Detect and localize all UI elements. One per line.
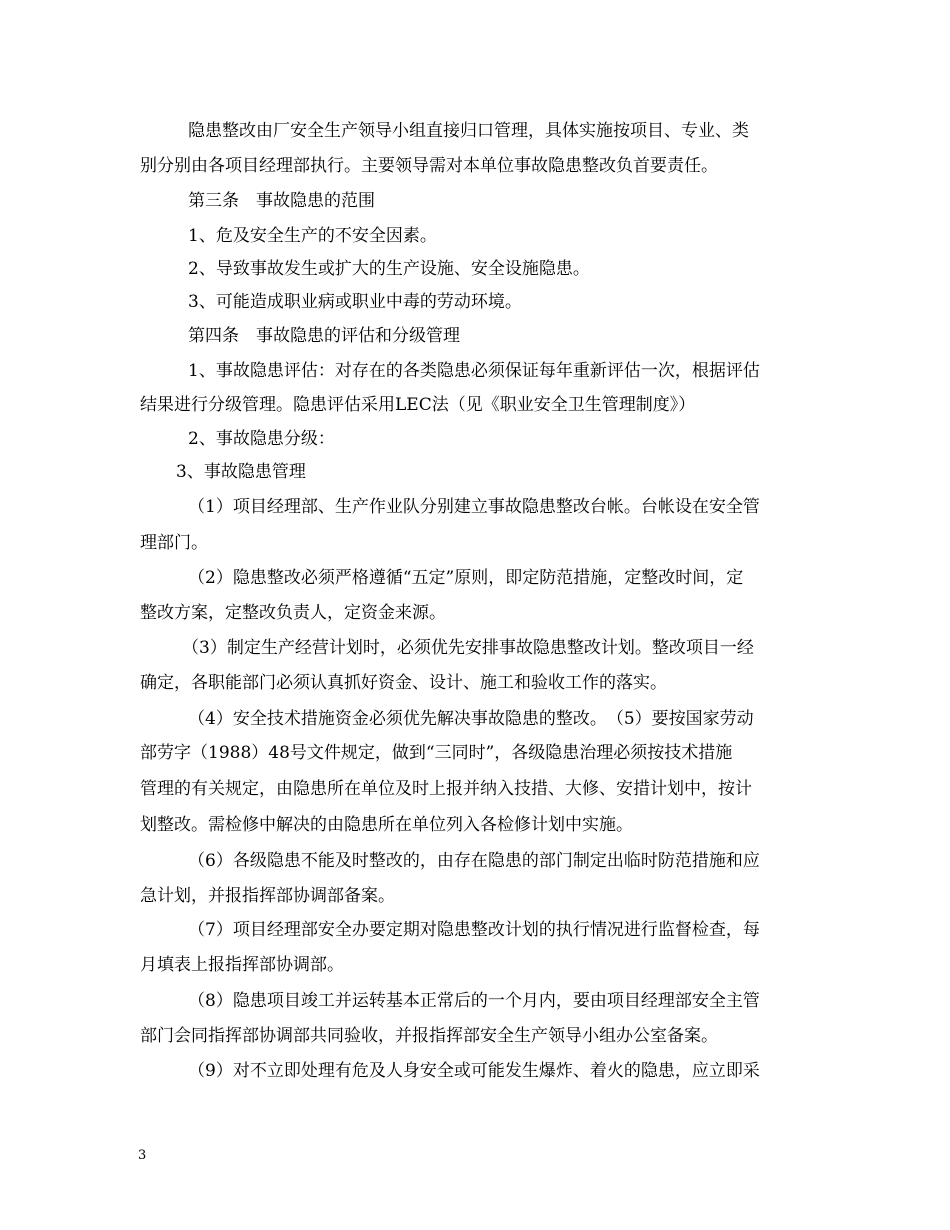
paragraph-line: 理部门。 bbox=[140, 533, 208, 553]
list-item: 3、可能造成职业病或职业中毒的劳动环境。 bbox=[188, 292, 522, 312]
paragraph-line: 月填表上报指挥部协调部。 bbox=[140, 955, 344, 975]
paragraph-line: 急计划，并报指挥部协调部备案。 bbox=[140, 886, 395, 906]
paragraph-line: 部门会同指挥部协调部共同验收，并报指挥部安全生产领导小组办公室备案。 bbox=[140, 1026, 718, 1046]
paragraph-line: 管理的有关规定，由隐患所在单位及时上报并纳入技措、大修、安措计划中，按计 bbox=[140, 779, 752, 799]
paragraph-line: （2）隐患整改必须严格遵循“五定”原则，即定防范措施，定整改时间，定 bbox=[188, 568, 744, 588]
paragraph-line: （9）对不立即处理有危及人身安全或可能发生爆炸、着火的隐患，应立即采 bbox=[188, 1061, 760, 1081]
list-item: 3、事故隐患管理 bbox=[176, 462, 306, 482]
paragraph-line: （7）项目经理部安全办要定期对隐患整改计划的执行情况进行监督检查，每 bbox=[188, 920, 760, 940]
paragraph-line: 别分别由各项目经理部执行。主要领导需对本单位事故隐患整改负首要责任。 bbox=[140, 156, 718, 176]
paragraph-line: 1、事故隐患评估：对存在的各类隐患必须保证每年重新评估一次，根据评估 bbox=[188, 361, 760, 381]
paragraph-line: 部劳字（1988）48号文件规定，做到“三同时”，各级隐患治理必须按技术措施 bbox=[140, 743, 733, 763]
list-item: 2、事故隐患分级： bbox=[188, 429, 335, 449]
paragraph-line: （4）安全技术措施资金必须优先解决事故隐患的整改。 （5）要按国家劳动 bbox=[188, 709, 754, 729]
paragraph-line: 确定，各职能部门必须认真抓好资金、设计、施工和验收工作的落实。 bbox=[140, 673, 667, 693]
paragraph-line: （8）隐患项目竣工并运转基本正常后的一个月内，要由项目经理部安全主管 bbox=[188, 991, 760, 1011]
paragraph-line: 划整改。需检修中解决的由隐患所在单位列入各检修计划中实施。 bbox=[140, 815, 633, 835]
paragraph-line: 结果进行分级管理。隐患评估采用LEC法（见《职业安全卫生管理制度》） bbox=[140, 395, 696, 415]
paragraph-line: （6）各级隐患不能及时整改的，由存在隐患的部门制定出临时防范措施和应 bbox=[188, 851, 760, 871]
section-heading: 第三条 事故隐患的范围 bbox=[188, 191, 375, 211]
paragraph-line: （1）项目经理部、生产作业队分别建立事故隐患整改台帐。台帐设在安全管 bbox=[188, 497, 760, 517]
paragraph-line: 整改方案，定整改负责人，定资金来源。 bbox=[140, 603, 446, 623]
page-number: 3 bbox=[138, 1148, 147, 1163]
paragraph-line: 隐患整改由厂安全生产领导小组直接归口管理，具体实施按项目、专业、类 bbox=[188, 121, 749, 141]
list-item: 2、导致事故发生或扩大的生产设施、安全设施隐患。 bbox=[188, 259, 590, 279]
list-item: 1、危及安全生产的不安全因素。 bbox=[188, 226, 437, 246]
section-heading: 第四条 事故隐患的评估和分级管理 bbox=[188, 326, 460, 346]
paragraph-line: （3）制定生产经营计划时，必须优先安排事故隐患整改计划。整改项目一经 bbox=[182, 638, 754, 658]
